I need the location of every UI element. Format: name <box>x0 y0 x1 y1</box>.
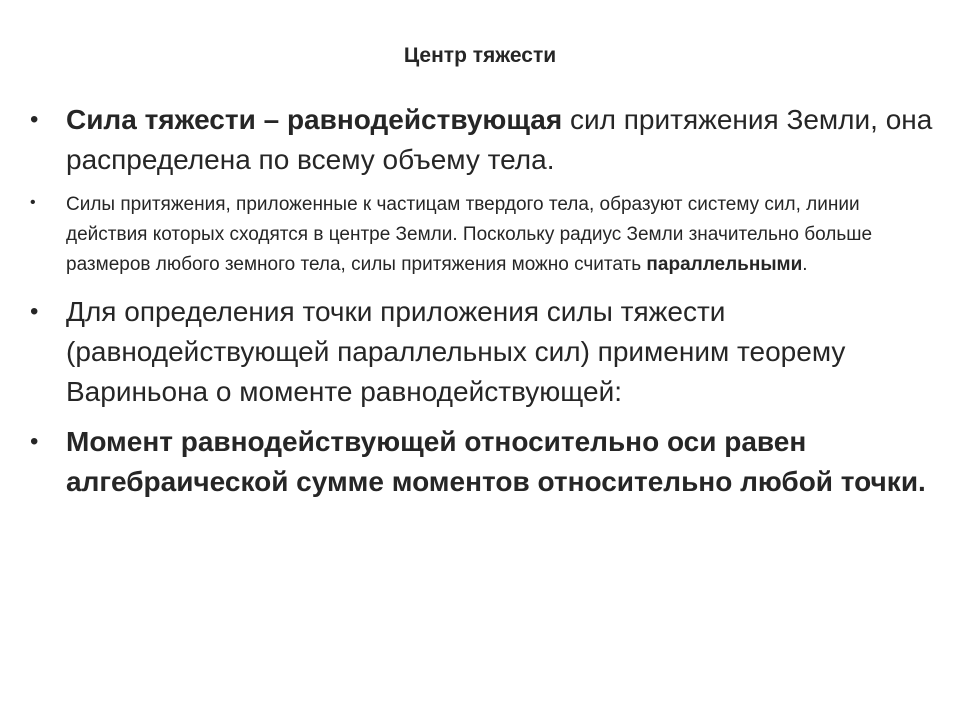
slide-title: Центр тяжести <box>403 44 557 67</box>
bullet-text: Силы притяжения, приложенные к частицам твердого тела, образуют систему сил, линии действия которых сходятся в центре Земли. Поскольку радиус Земли значительно больше размеров любого земного тела, силы притяжения можно считать <box>66 194 873 275</box>
bullet-item-varignon <box>26 292 936 412</box>
bullet-text: Для определения точки приложения силы тяжести (равнодействующей параллельных сил) применим теорему Вариньона о моменте равнодействующей: <box>66 296 846 407</box>
bullet-bold-text: Момент равнодействующей относительно оси равен алгебраической сумме моментов относительно любой точки. <box>66 426 926 497</box>
bullet-list <box>26 100 936 512</box>
bullet-item-gravity-force <box>26 100 936 180</box>
bullet-item-moment-theorem <box>26 422 936 502</box>
bullet-bold-text: параллельными <box>646 254 803 275</box>
bullet-tail: . <box>802 254 808 275</box>
bullet-icon: • <box>30 298 39 325</box>
bullet-icon: • <box>30 106 39 133</box>
bullet-text: сил притяжения Земли, она распределена по всему объему тела. <box>66 104 933 175</box>
bullet-bold-text: Сила тяжести – равнодействующая <box>66 104 563 135</box>
bullet-icon: • <box>30 428 39 455</box>
bullet-item-attraction-forces <box>26 190 936 280</box>
bullet-icon: • <box>30 194 36 211</box>
